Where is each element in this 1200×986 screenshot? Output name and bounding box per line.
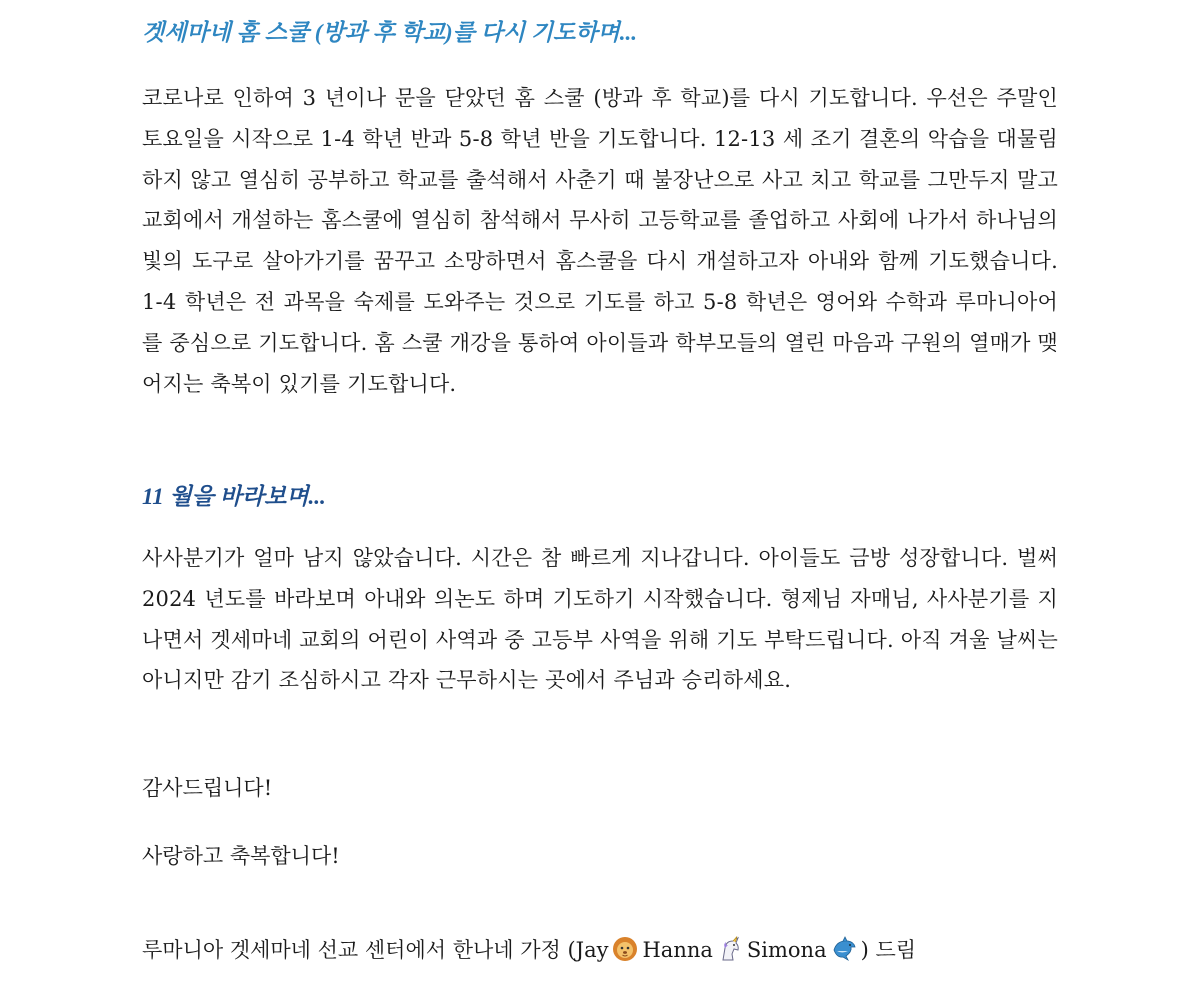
paragraph-home-school: 코로나로 인하여 3 년이나 문을 닫았던 홈 스쿨 (방과 후 학교)를 다시 기도합니다. 우선은 주말인 토요일을 시작으로 1-4 학년 반과 5-8 학년 반을 기도합니다. 12-13 세 조기 결혼의 악습을 대물림 하지 않고 열심히 공부하고 학교를 출석해서 사춘기 때 불장난으로 사고 치고 학교를 그만두지 말고 교회에서 개설하는 홈스쿨에 열심히 참석해서 무사히 고등학교를 졸업하고 사회에 나가서 하나님의 빛의 도구로 살아가기를 꿈꾸고 소망하면서 홈스쿨을 다시 개설하고자 아내와 함께 기도했습니다. 1-4 학년은 전 과목을 숙제를 도와주는 것으로 기도를 하고 5-8 학년은 영어와 수학과 루마니아어를 중심으로 기도합니다. 홈 스쿨 개강을 통하여 아이들과 학부모들의 열린 마음과 구원의 열매가 맺어지는 축복이 있기를 기도합니다. [142, 86, 1058, 396]
section-heading-home-school: 겟세마네 홈 스쿨 (방과 후 학교)를 다시 기도하며... [142, 20, 637, 45]
paragraph-november: 사사분기가 얼마 남지 않았습니다. 시간은 참 빠르게 지나갑니다. 아이들도 금방 성장합니다. 벌써 2024 년도를 바라보며 아내와 의논도 하며 기도하기 시작했습니다. 형제님 자매님, 사사분기를 지나면서 겟세마네 교회의 어린이 사역과 중 고등부 사역을 위해 기도 부탁드립니다. 아직 겨울 날씨는 아니지만 감기 조심하시고 각자 근무하시는 곳에서 주님과 승리하세요. [142, 546, 1058, 693]
signature-prefix: 루마니아 겟세마네 선교 센터에서 한나네 가정 (Jay [142, 938, 609, 962]
closing-thanks: 감사드립니다! [142, 776, 273, 800]
closing-blessing: 사랑하고 축복합니다! [142, 844, 340, 868]
signature-line [142, 934, 916, 964]
section-heading-november: 11 월을 바라보며... [142, 484, 326, 509]
signature-suffix: ) 드림 [860, 938, 917, 962]
signature-name-hanna: Hanna [642, 938, 713, 962]
unicorn-icon [717, 936, 743, 962]
dolphin-icon [831, 936, 857, 962]
lion-icon [612, 936, 638, 962]
signature-name-simona: Simona [746, 938, 827, 962]
